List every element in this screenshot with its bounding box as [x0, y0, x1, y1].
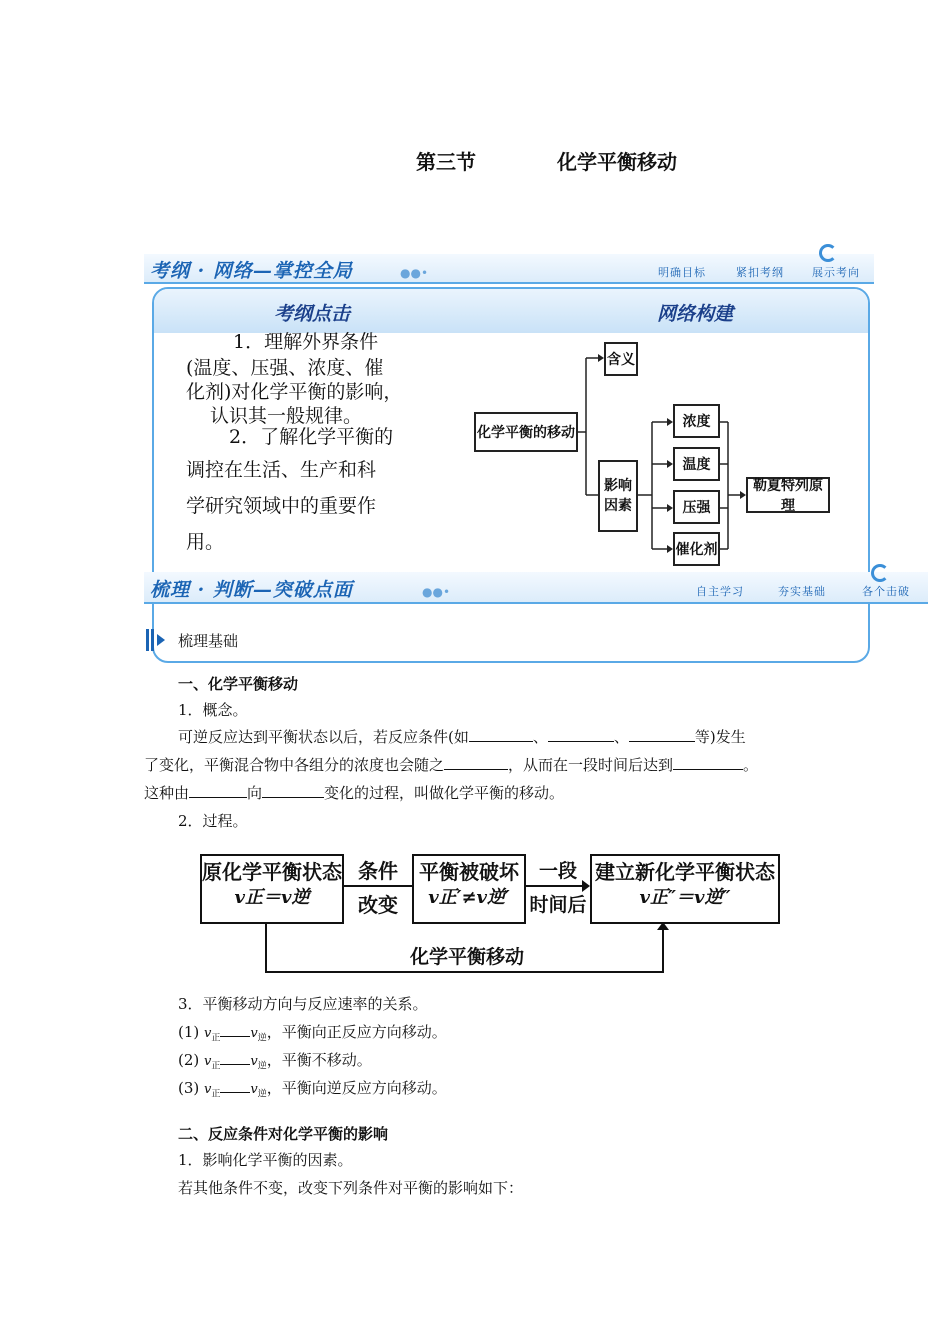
objective-line: 学研究领域中的重要作 [186, 495, 377, 517]
panel-left-head: 考纲点击 [274, 303, 351, 325]
reverse-rate [250, 1026, 267, 1044]
fill-blank[interactable] [444, 755, 508, 770]
objective-line: 调控在生活、生产和科 [186, 459, 377, 481]
v-symbol: v [204, 1026, 212, 1041]
rate-row-3 [178, 1075, 447, 1109]
section-heading-2: 二、反应条件对化学平衡的影响 [178, 1125, 389, 1143]
para-text: 。 [743, 756, 759, 774]
banner-2-tag-2: 夯实基础 [778, 585, 826, 598]
para-text: ，从而在一段时间后达到 [508, 756, 674, 774]
para-text: 变化的过程，叫做化学平衡的移动。 [324, 784, 565, 802]
page-title: 化学平衡移动 [557, 150, 677, 174]
banner-dots-icon: ●●• [422, 585, 451, 599]
section-heading-1: 一、化学平衡移动 [178, 675, 299, 693]
rate-row-text: ，平衡向正反应方向移动。 [266, 1023, 447, 1041]
transition-1-label [350, 854, 406, 922]
network-connectors [470, 330, 832, 575]
v-symbol: v [204, 1082, 212, 1097]
subsection-label: 梳理基础 [178, 632, 239, 650]
banner-1-tag-2: 紧扣考纲 [736, 266, 784, 279]
forward-subscript: 正 [211, 1033, 221, 1044]
reverse-rate [250, 1054, 267, 1072]
banner-1-title: 考纲 · 网络—掌控全局 [150, 260, 353, 282]
state-new-equation: v正″＝v逆″ [639, 887, 731, 908]
para-line-2 [144, 752, 758, 779]
banner-2 [144, 560, 930, 606]
separator: 、 [532, 728, 548, 746]
para-text: 等)发生 [694, 728, 746, 746]
rate-row-number: (1) [178, 1023, 200, 1041]
para-text: 这种由 [144, 784, 190, 802]
fill-blank[interactable] [469, 727, 533, 742]
network-item-temperature: 温度 [673, 447, 720, 481]
network-factors: 影响 因素 [598, 460, 638, 532]
v-symbol: v [250, 1026, 258, 1041]
rate-row-text: ，平衡向逆反应方向移动。 [266, 1079, 447, 1097]
network-item-concentration: 浓度 [673, 404, 720, 438]
para-line-3 [144, 780, 564, 807]
reverse-rate [250, 1082, 267, 1100]
banner-2-title: 梳理 · 判断—突破点面 [150, 579, 353, 601]
state-disrupted [412, 854, 526, 924]
reverse-subscript: 逆 [257, 1033, 267, 1044]
transition-2-label [528, 854, 588, 922]
objective-line: 用。 [186, 531, 225, 553]
transition-2-line-2: 时间后 [529, 894, 587, 916]
process-diagram [196, 850, 784, 978]
v-symbol: v [250, 1054, 258, 1069]
state-disrupted-label: 平衡被破坏 [419, 860, 519, 884]
part2-item-1: 1．影响化学平衡的因素。 [178, 1151, 353, 1169]
state-new [590, 854, 780, 924]
state-new-label: 建立新化学平衡状态 [595, 860, 775, 884]
transition-2-line-1: 一段 [538, 860, 577, 882]
forward-rate [204, 1082, 221, 1100]
item-2-label: 2．过程。 [178, 812, 248, 830]
objective-line: 化剂)对化学平衡的影响， [186, 381, 403, 403]
para-text: 可逆反应达到平衡状态以后，若反应条件(如 [178, 728, 469, 746]
network-meaning: 含义 [604, 342, 638, 376]
transition-1-line-1: 条件 [358, 859, 398, 883]
shift-label: 化学平衡移动 [410, 946, 525, 968]
network-item-catalyst: 催化剂 [673, 532, 720, 566]
state-original-equation: v正＝v逆 [234, 887, 310, 908]
v-symbol: v [204, 1054, 212, 1069]
fill-blank[interactable] [220, 1050, 250, 1065]
fill-blank[interactable] [629, 727, 695, 742]
network-item-pressure: 压强 [673, 490, 720, 524]
forward-rate [204, 1054, 221, 1072]
network-root: 化学平衡的移动 [474, 412, 578, 452]
subsection-marker-icon [146, 629, 166, 651]
v-symbol: v [250, 1082, 258, 1097]
objective-line: 认识其一般规律。 [210, 405, 363, 427]
concept-network [470, 330, 832, 575]
item-3-label: 3．平衡移动方向与反应速率的关系。 [178, 995, 428, 1013]
banner-2-tag-3: 各个击破 [862, 585, 910, 598]
banner-1 [144, 240, 876, 286]
objective-line: 1．理解外界条件 [233, 331, 379, 353]
banner-2-tag-1: 自主学习 [696, 585, 744, 598]
fill-blank[interactable] [262, 783, 324, 798]
section-number: 第三节 [416, 150, 476, 174]
swirl-icon [819, 244, 837, 262]
banner-1-tag-3: 展示考向 [812, 266, 860, 279]
reverse-subscript: 逆 [257, 1089, 267, 1100]
forward-rate [204, 1026, 221, 1044]
forward-subscript: 正 [211, 1089, 221, 1100]
swirl-icon [871, 564, 889, 582]
fill-blank[interactable] [189, 783, 247, 798]
state-disrupted-equation: v正′≠v逆′ [428, 887, 510, 908]
banner-dots-icon: ●●• [400, 266, 429, 280]
para-text: 了变化，平衡混合物中各组分的浓度也会随之 [144, 756, 445, 774]
fill-blank[interactable] [220, 1078, 250, 1093]
para-line-1 [178, 724, 746, 751]
item-1-label: 1．概念。 [178, 701, 248, 719]
fill-blank[interactable] [673, 755, 743, 770]
state-original-label: 原化学平衡状态 [202, 860, 342, 884]
separator: 、 [613, 728, 629, 746]
para-text: 向 [247, 784, 263, 802]
transition-1-line-2: 改变 [358, 893, 398, 917]
objective-line: (温度、压强、浓度、催 [186, 357, 384, 379]
rate-row-number: (2) [178, 1051, 200, 1069]
network-principle: 勒夏特列原理 [746, 477, 830, 513]
fill-blank[interactable] [220, 1022, 250, 1037]
objective-line: 2．了解化学平衡的 [229, 426, 394, 448]
part2-line-1: 若其他条件不变，改变下列条件对平衡的影响如下： [178, 1179, 524, 1197]
banner-1-tag-1: 明确目标 [658, 266, 706, 279]
panel-right-head: 网络构建 [657, 303, 734, 325]
state-original [200, 854, 344, 924]
rate-row-number: (3) [178, 1079, 200, 1097]
rate-row-text: ，平衡不移动。 [266, 1051, 372, 1069]
forward-subscript: 正 [211, 1061, 221, 1072]
fill-blank[interactable] [548, 727, 614, 742]
reverse-subscript: 逆 [257, 1061, 267, 1072]
